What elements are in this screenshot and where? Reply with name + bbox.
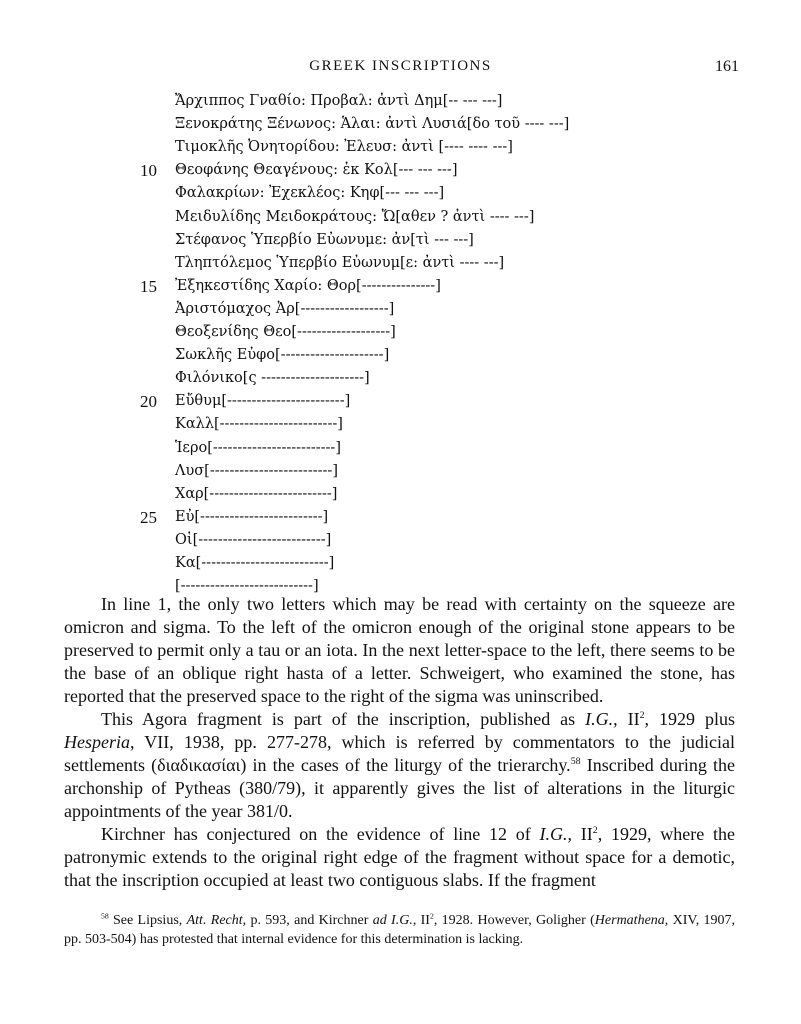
inscription-line: Στέφανος Ὑπερβίο Εὐωνυμε: ἀν[τὶ --- ---] [175,231,474,248]
inscription-line: Μειδυλίδης Μειδοκράτους: Ὤ[αθεν ? ἀντὶ ---- ---] [175,208,535,225]
inscription-line: Ἄρχιππος Γναθίο: Προβαλ: ἀντὶ Δημ[-- --- ---] [175,93,503,109]
paragraph-3: Kirchner has conjectured on the evidence of line 12 of I.G., $II^2$, 1929, where the patronymic extends to the original right edge of the fragment without space for a demotic, that the inscription occupied at least two contiguous slabs. If the fragment [64,824,735,890]
inscription-line: Εὐ[-------------------------] [175,508,329,525]
page-number: 161 [715,58,739,75]
inscription-line: Καλλ[------------------------] [175,416,343,433]
inscription-line: Ἐξηκεστίδης Χαρίο: Θορ[---------------] [175,277,441,294]
inscription-line: Ἀριστόμαχος Ἀρ[------------------] [175,300,395,317]
paragraph-2: This Agora fragment is part of the inscription, published as I.G., $II^2$, 1929 plus Hesperia, VII, 1938, pp. 277-278, which is referred by commentators to the judicial settlements (διαδικασίαι) in the cases of the liturgy of the trierarchy.$^{58}$ Inscribed during the archonship of Pytheas (380/79), it apparently gives the list of alterations in the liturgic appointments of the year 381/0. [64,709,735,821]
inscription-line: Φιλόνικο[ς ---------------------] [175,370,370,387]
inscription-line: Θεοξενίδης Θεο[-------------------] [175,324,396,340]
inscription-line: [---------------------------] [175,578,319,595]
line-number: 25 [140,507,157,527]
inscription-line: Κα[--------------------------] [175,555,335,571]
body-text [64,593,735,892]
inscription-line: Τιμοκλῆς Ὀνητορίδου: Ἐλευσ: ἀντὶ [---- ---- ---] [175,139,513,156]
inscription-line: Θεοφάνης Θεαγένους: ἐκ Κολ[--- --- ---] [175,162,458,179]
inscription-line: Οἱ[--------------------------] [175,531,332,548]
line-number: 10 [140,161,157,181]
inscription-line: Τληπτόλεμος Ὑπερβίο Εὐωνυμ[ε: ἀντὶ ---- ---] [175,254,505,271]
line-number: 20 [140,392,157,412]
inscription-line: Χαρ[-------------------------] [175,485,338,502]
footnote-ref: 58 [570,756,581,767]
inscription-line: Ἱερο[-------------------------] [175,439,341,456]
inscription-line: Φαλακρίων: Ἐχεκλέος: Κηφ[--- --- ---] [175,185,445,202]
line-number: 15 [140,276,157,296]
paragraph-1: In line 1, the only two letters which may be read with certainty on the squeeze are omicron and sigma. To the left of the omicron enough of the original stone appears to be preserved to permit only a tau or an iota. In the next letter-space to the left, there seems to be the base of an oblique right hasta of a letter. Schweigert, who examined the stone, has reported that the preserved space to the right of the sigma was uninscribed. [64,594,735,706]
inscription-line: Σωκλῆς Εὐφο[---------------------] [175,347,390,364]
inscription-line: Εὔθυμ[------------------------] [175,393,351,410]
inscription-line: Λυσ[-------------------------] [175,462,338,479]
inscription-line: Ξενοκράτης Ξένωνος: Ἁλαι: ἀντὶ Λυσιά[δο τοῦ ---- ---] [175,116,570,133]
running-header: GREEK INSCRIPTIONS [309,58,492,74]
footnote-58: $^{58}$ See Lipsius, Att. Recht, p. 593, and Kirchner ad I.G., $II^2$, 1928. However, Goligher (Hermathena, XIV, 1907, pp. 503-504) has protested that internal evidence for this determination is lacking. [64,911,736,947]
